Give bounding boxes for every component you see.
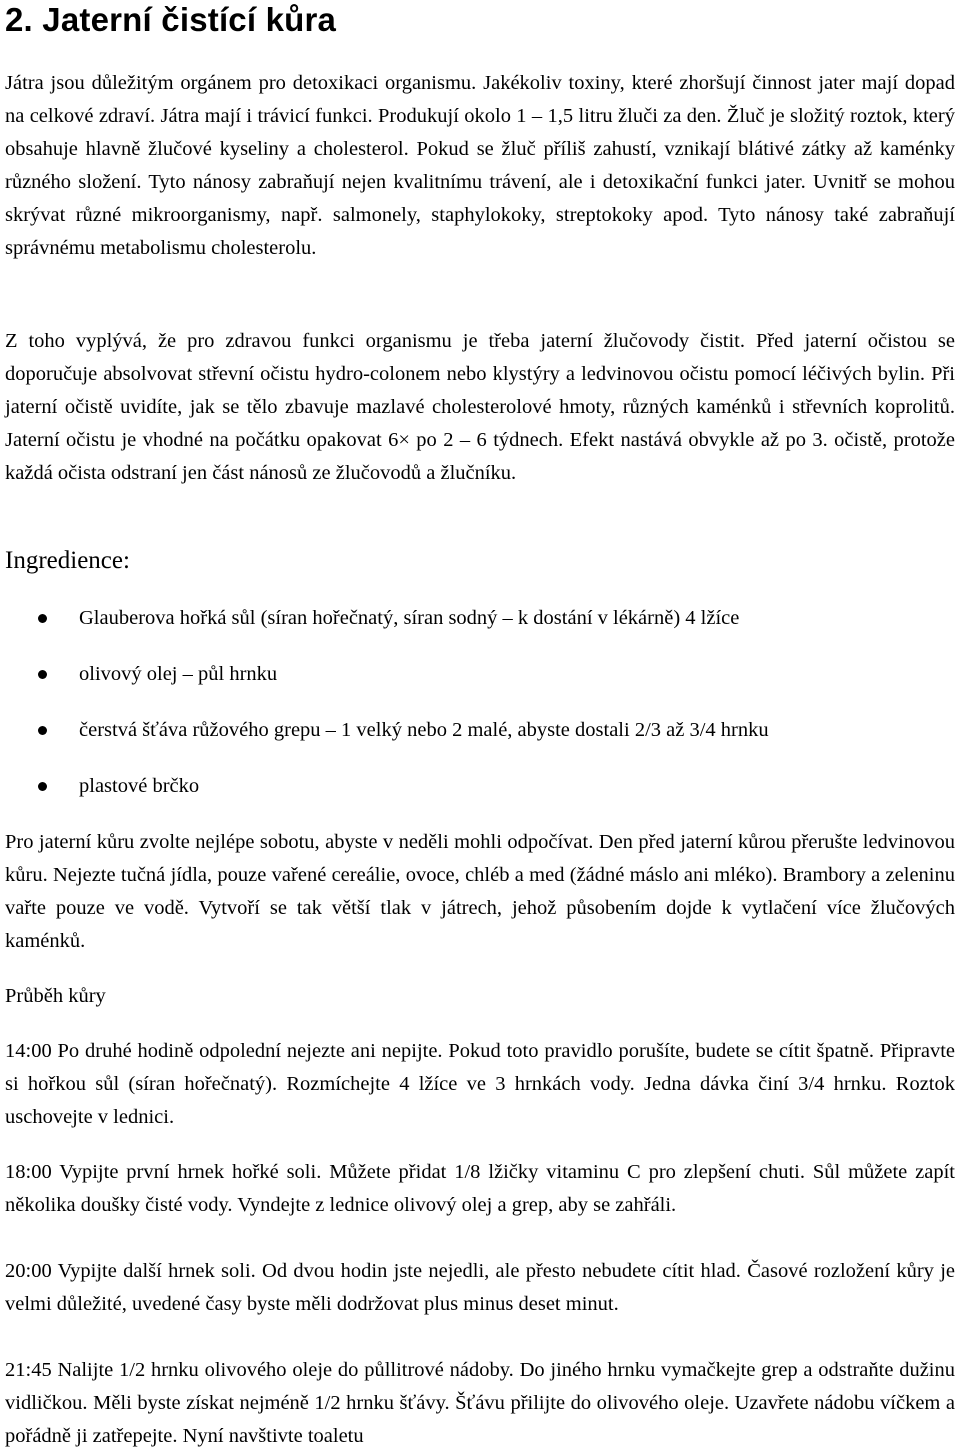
list-item (5, 710, 955, 766)
ingredient-text: plastové brčko (79, 775, 200, 797)
step-2000: 20:00 Vypijte další hrnek soli. Od dvou hodin jste nejedli, ale přesto nebudete cítit hlad. Časové rozložení kůry je velmi důležité, uvedené časy byste měli dodržovat plus minus deset minut. (5, 1260, 955, 1315)
ingredient-text: olivový olej – půl hrnku (79, 663, 278, 685)
list-item (5, 598, 955, 654)
step-1800: 18:00 Vypijte první hrnek hořké soli. Můžete přidat 1/8 lžičky vitaminu C pro zlepšení chuti. Sůl můžete zapít několika doušky čisté vody. Vyndejte z lednice olivový olej a grep, aby se zahřáli. (5, 1161, 955, 1216)
bullet-icon (38, 670, 47, 679)
bullet-icon (38, 614, 47, 623)
ingredients-heading: Ingredience: (5, 547, 130, 574)
bullet-icon (38, 726, 47, 735)
intro-paragraph: Játra jsou důležitým orgánem pro detoxikaci organismu. Jakékoliv toxiny, které zhoršují činnost jater mají dopad na celkové zdraví. Játra mají i trávicí funkci. Produkují okolo 1 – 1,5 litru žluči za den. Žluč je složitý roztok, který obsahuje hlavně žlučové kyseliny a cholesterol. Pokud se žluč příliš zahustí, vznikají blátivé zátky až kaménky různého složení. Tyto nánosy zabraňují nejen kvalitnímu trávení, ale i detoxikační funkci jater. Uvnitř se mohou skrývat různé mikroorganismy, např. salmonely, staphylokoky, streptokoky apod. Tyto nánosy také zabraňují správnému metabolismu cholesterolu. (5, 72, 955, 259)
bullet-icon (38, 782, 47, 791)
ingredient-text: Glauberova hořká sůl (síran hořečnatý, síran sodný – k dostání v lékárně) 4 lžíce (79, 607, 740, 629)
second-paragraph: Z toho vyplývá, že pro zdravou funkci organismu je třeba jaterní žlučovody čistit. Před jaterní očistou se doporučuje absolvovat střevní očistu hydro-colonem nebo klystýry a ledvinovou očistu pomocí léčivých bylin. Při jaterní očistě uvidíte, jak se tělo zbavuje mazlavé cholesterolové hmoty, různých kaménků i střevních koprolitů. Jaterní očistu je vhodné na počátku opakovat 6× po 2 – 6 týdnech. Efekt nastává obvykle až po 3. očistě, protože každá očista odstraní jen část nánosů ze žlučovodů a žlučníku. (5, 330, 955, 484)
ingredients-list (5, 598, 955, 822)
preparation-paragraph: Pro jaterní kůru zvolte nejlépe sobotu, abyste v neděli mohli odpočívat. Den před jaterní kůrou přerušte ledvinovou kůru. Nejezte tučná jídla, pouze vařené cereálie, ovoce, chléb a med (žádné máslo ani mléko). Brambory a zeleninu vařte pouze ve vodě. Vytvoří se tak větší tlak v játrech, jehož působením dojde k vytlačení více žlučových kaménků. (5, 831, 955, 952)
step-2145: 21:45 Nalijte 1/2 hrnku olivového oleje do půllitrové nádoby. Do jiného hrnku vymačkejte grep a odstraňte dužinu vidličkou. Měli byste získat nejméně 1/2 hrnku šťávy. Šťávu přilijte do olivového oleje. Uzavřete nádobu víčkem a pořádně ji zatřepejte. Nyní navštivte toaletu (5, 1359, 955, 1447)
list-item (5, 766, 955, 822)
course-heading: Průběh kůry (5, 985, 106, 1007)
list-item (5, 654, 955, 710)
step-1400: 14:00 Po druhé hodině odpolední nejezte ani nepijte. Pokud toto pravidlo porušíte, budete se cítit špatně. Připravte si hořkou sůl (síran hořečnatý). Rozmíchejte 4 lžíce ve 3 hrnkách vody. Jedna dávka činí 3/4 hrnku. Roztok uschovejte v lednici. (5, 1040, 955, 1128)
page-title: 2. Jaterní čistící kůra (5, 1, 337, 38)
document-page (5, 0, 955, 1447)
ingredient-text: čerstvá šťáva růžového grepu – 1 velký nebo 2 malé, abyste dostali 2/3 až 3/4 hrnku (79, 719, 769, 741)
